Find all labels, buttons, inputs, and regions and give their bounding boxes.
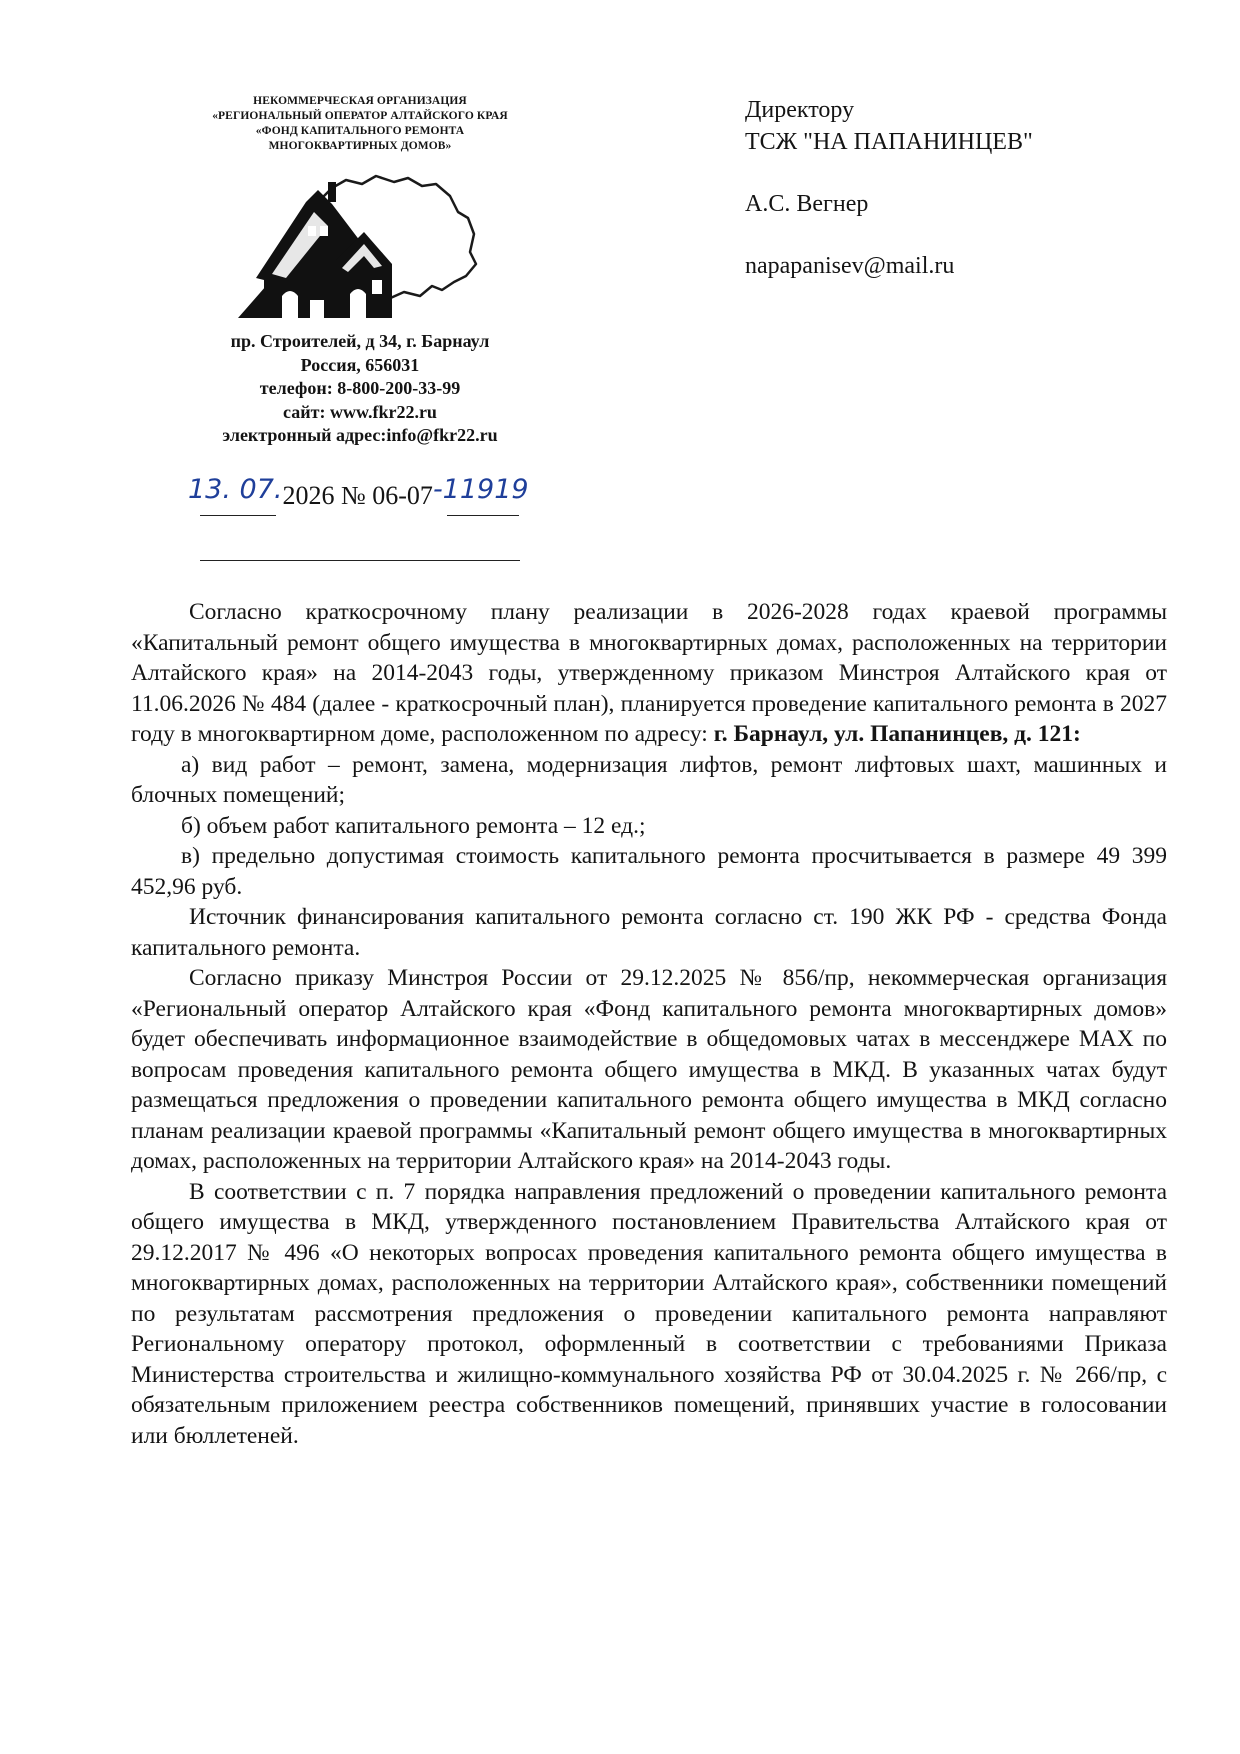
house-in-region-map-logo-icon bbox=[236, 168, 488, 320]
org-country-zip: Россия, 656031 bbox=[300, 354, 420, 375]
addressee-email: napapanisev@mail.ru bbox=[745, 253, 955, 279]
org-line-2: «РЕГИОНАЛЬНЫЙ ОПЕРАТОР АЛТАЙСКОГО КРАЯ bbox=[212, 110, 508, 122]
house-address: г. Барнаул, ул. Папанинцев, д. 121: bbox=[713, 721, 1081, 747]
handwritten-date: 13. 07. bbox=[188, 474, 283, 505]
item-b: б) объем работ капитального ремонта – 12 ед.; bbox=[181, 812, 646, 839]
org-line-4: МНОГОКВАРТИРНЫХ ДОМОВ» bbox=[268, 140, 452, 152]
paragraph-procedure: В соответствии с п. 7 порядка направления предложений о проведении капитального ремонта общего имущества в МКД, утвержденного постановлением Правительства Алтайского края от 29.12.2017 № 496 «О некоторых вопросах проведения капитального ремонта общего имущества в многоквартирных домах, расположенных на территории Алтайского края», собственники помещений по результатам рассмотрения предложения о проведении капитального ремонта направляют Региональному оператору протокол, оформленный в соответствии с требованиями Приказа Министерства строительства и жилищно-коммунального хозяйства РФ от 30.04.2025 г. № 266/пр, с обязательным приложением реестра собственников помещений, принявших участие в голосовании или бюллетеней. bbox=[131, 1178, 1167, 1449]
org-line-1: НЕКОММЕРЧЕСКАЯ ОРГАНИЗАЦИЯ bbox=[253, 95, 467, 107]
number-underline bbox=[447, 515, 519, 516]
addressee-organization: ТСЖ "НА ПАПАНИНЦЕВ" bbox=[745, 129, 1033, 155]
blank-reference-line bbox=[200, 560, 520, 561]
paragraph-funding-source: Источник финансирования капитального ремонта согласно ст. 190 ЖК РФ - средства Фонда капитального ремонта. bbox=[131, 904, 1167, 961]
addressee-block bbox=[745, 94, 1195, 282]
registration-line bbox=[188, 474, 568, 520]
org-line-3: «ФОНД КАПИТАЛЬНОГО РЕМОНТА bbox=[255, 125, 465, 137]
organization-contacts bbox=[170, 330, 550, 448]
org-address: пр. Строителей, д 34, г. Барнаул bbox=[230, 331, 490, 351]
item-a: а) вид работ – ремонт, замена, модернизация лифтов, ремонт лифтовых шахт, машинных и блочных помещений; bbox=[131, 751, 1167, 808]
addressee-name: А.С. Вегнер bbox=[745, 191, 869, 217]
date-underline bbox=[200, 515, 276, 516]
registration-number-prefix: № 06-07 bbox=[340, 481, 433, 510]
item-c: в) предельно допустимая стоимость капитального ремонта просчитывается в размере 49 399 452,96 руб. bbox=[131, 843, 1167, 900]
organization-header bbox=[170, 94, 550, 154]
org-site: сайт: www.fkr22.ru bbox=[283, 401, 437, 422]
handwritten-number: -11919 bbox=[432, 474, 529, 505]
org-phone: телефон: 8-800-200-33-99 bbox=[259, 378, 461, 398]
org-email: электронный адрес:info@fkr22.ru bbox=[222, 425, 498, 445]
registration-year: 2026 bbox=[282, 481, 335, 510]
paragraph-plan-text: Согласно краткосрочному плану реализации в 2026-2028 годах краевой программы «Капитальный ремонт общего имущества в многоквартирных домах, расположенных на территории Алтайского края» на 2014-2043 годы, утвержденному приказом Минстроя Алтайского края от 11.06.2026 № 484 (далее - краткосрочный план), планируется проведение капитального ремонта в 2027 году в многоквартирном доме, расположенном по адресу: bbox=[131, 599, 1167, 747]
paragraph-minstroy-order: Согласно приказу Минстроя России от 29.12.2025 № 856/пр, некоммерческая организация «Региональный оператор Алтайского края «Фонд капитального ремонта многоквартирных домов» будет обеспечивать информационное взаимодействие в общедомовых чатах в мессенджере MAX по вопросам проведения капитального ремонта общего имущества в МКД. В указанных чатах будут размещаться предложения о проведении капитального ремонта общего имущества в МКД согласно планам реализации краевой программы «Капитальный ремонт общего имущества в многоквартирных домах, расположенных на территории Алтайского края» на 2014-2043 годы. bbox=[131, 965, 1167, 1174]
addressee-position: Директору bbox=[745, 97, 855, 123]
letter-body bbox=[131, 597, 1167, 1451]
paragraph-plan bbox=[131, 597, 1167, 750]
